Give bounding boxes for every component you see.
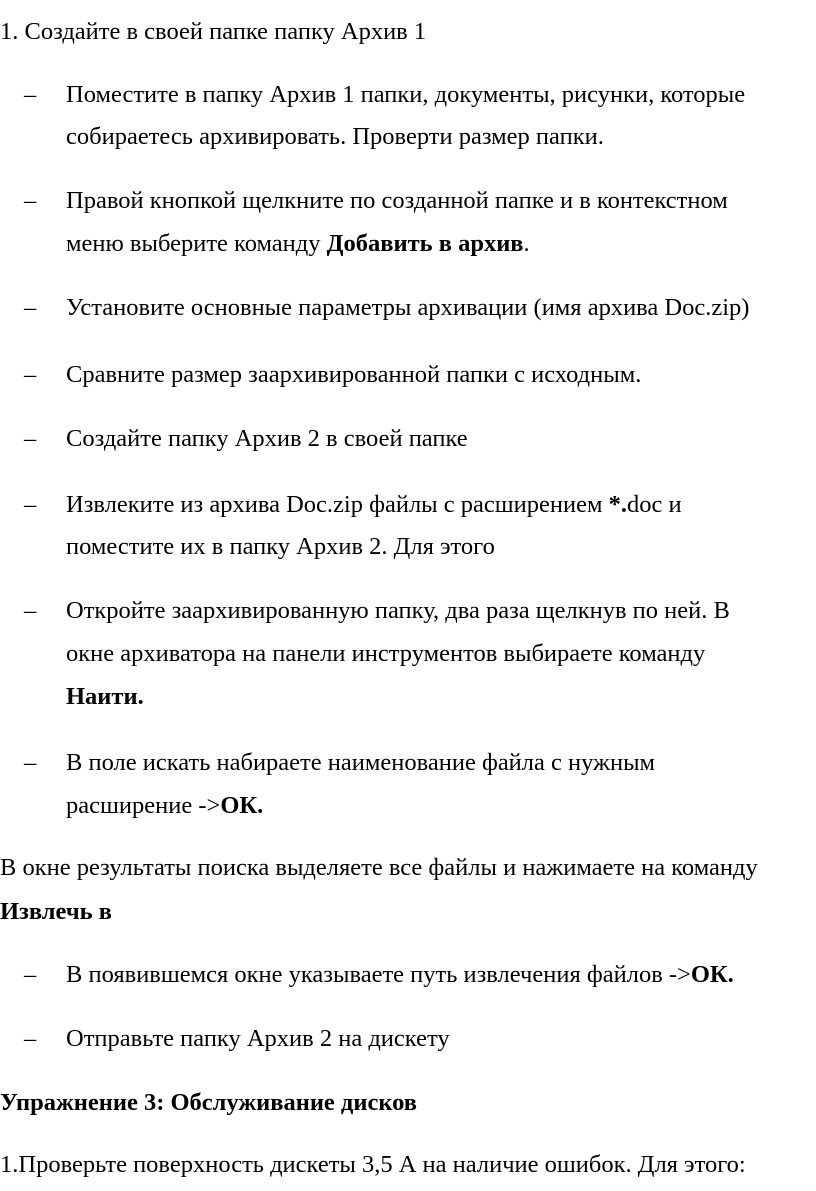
bullet-4: Сравните размер заархивированной папки с исходным. bbox=[66, 361, 642, 388]
bullet-8-line-1: В поле искать набираете наименование файла с нужным bbox=[66, 749, 656, 776]
bullet-dash: – bbox=[24, 81, 37, 108]
bullet-8-line-2 bbox=[66, 791, 263, 821]
bullet-7-line-2: окне архиватора на панели инструментов выбираете команду bbox=[66, 640, 706, 667]
bullet-10: Отправьте папку Архив 2 на дискету bbox=[66, 1025, 450, 1052]
command-ok: ОК. bbox=[220, 792, 264, 819]
bullet-7-line-1: Откройте заархивированную папку, два раза щелкнув по ней. В bbox=[66, 597, 730, 624]
bullet-dash: – bbox=[24, 361, 37, 388]
bullet-2-line-1: Правой кнопкой щелкните по созданной папке и в контекстном bbox=[66, 187, 728, 214]
bullet-dash: – bbox=[24, 597, 37, 624]
bullet-dash: – bbox=[24, 1025, 37, 1052]
bullet-6-line-2: поместите их в папку Архив 2. Для этого bbox=[66, 533, 495, 560]
bullet-1-line-2: собираетесь архивировать. Проверти размер папки. bbox=[66, 123, 604, 150]
bold-text: Извлечь в bbox=[0, 898, 112, 925]
bullet-3: Установите основные параметры архивации (имя архива Doc.zip) bbox=[66, 294, 750, 321]
bullet-dash: – bbox=[24, 294, 37, 321]
bullet-dash: – bbox=[24, 749, 37, 776]
step-1-heading: 1. Создайте в своей папке папку Архив 1 bbox=[0, 18, 427, 45]
text: расширение -> bbox=[66, 792, 221, 819]
command-ok: ОК. bbox=[690, 961, 734, 988]
heading-text: Упражнение 3: Обслуживание дисков bbox=[0, 1089, 417, 1116]
command-find: Наити. bbox=[66, 683, 144, 710]
paragraph-search-results: В окне результаты поиска выделяете все файлы и нажимаете на команду bbox=[0, 854, 758, 881]
bullet-2-line-2 bbox=[66, 229, 530, 259]
bullet-6-line-1 bbox=[66, 490, 682, 520]
command-add-to-archive: Добавить в архив bbox=[326, 230, 524, 257]
bullet-dash: – bbox=[24, 961, 37, 988]
text: doc и bbox=[626, 491, 682, 518]
bullet-5: Создайте папку Архив 2 в своей папке bbox=[66, 425, 468, 452]
bullet-dash: – bbox=[24, 491, 37, 518]
bullet-7-line-3 bbox=[66, 682, 144, 712]
bullet-dash: – bbox=[24, 425, 37, 452]
exercise-3-heading bbox=[0, 1088, 417, 1118]
step-1-check-disk: 1.Проверьте поверхность дискеты 3,5 А на наличие ошибок. Для этого: bbox=[0, 1151, 746, 1178]
wildcard: *. bbox=[608, 491, 627, 518]
command-extract-to bbox=[0, 897, 112, 927]
bullet-dash: – bbox=[24, 187, 37, 214]
text: меню выберите команду bbox=[66, 230, 327, 257]
bullet-9 bbox=[66, 960, 734, 990]
text: Извлеките из архива Doc.zip файлы с расширением bbox=[66, 491, 609, 518]
text: . bbox=[523, 230, 530, 257]
bullet-1-line-1: Поместите в папку Архив 1 папки, документы, рисунки, которые bbox=[66, 81, 746, 108]
text: В появившемся окне указываете путь извлечения файлов -> bbox=[66, 961, 691, 988]
